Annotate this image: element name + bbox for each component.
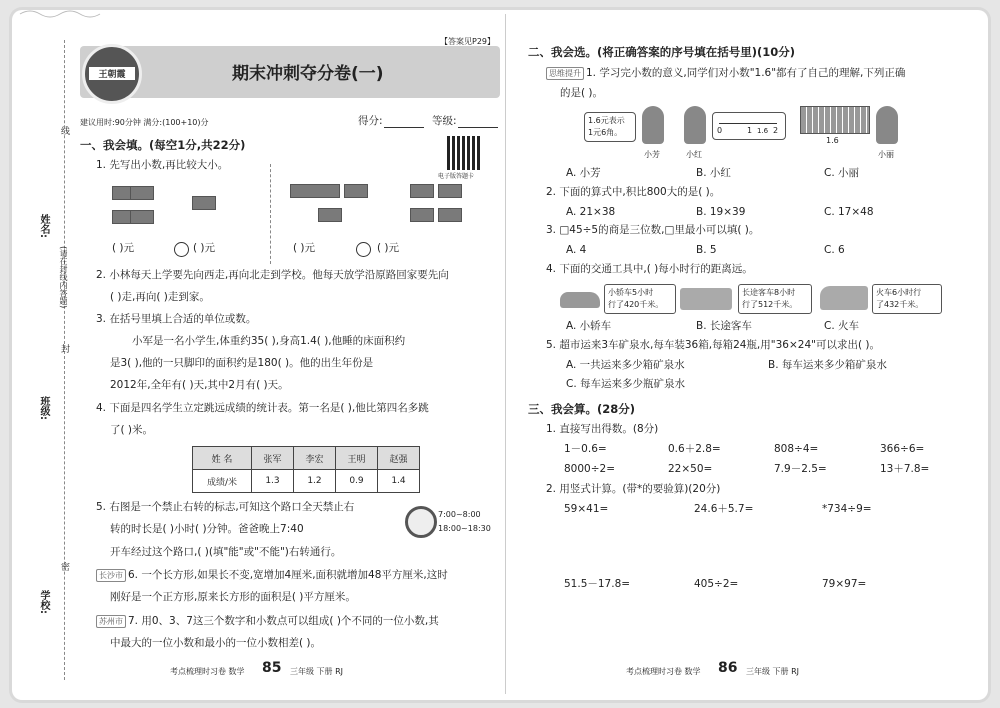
option[interactable]: C. 小丽	[824, 167, 860, 179]
r-q1-text: 1. 学习完小数的意义,同学们对小数"1.6"都有了自己的理解,下列正确	[586, 67, 906, 79]
no-right-turn-icon	[405, 506, 437, 538]
calc-item: 808÷4=	[774, 443, 819, 455]
train-note	[872, 284, 942, 314]
r-q4-text: 4. 下面的交通工具中,( )每小时行的距离远。	[546, 263, 753, 275]
page-title: 期末冲刺夺分卷(一)	[232, 64, 384, 84]
option[interactable]: B. 5	[696, 244, 717, 256]
r-q3-text: 3. □45÷5的商是三位数,□里最小可以填( )。	[546, 224, 760, 236]
q1-blank-d: ( )元	[377, 242, 400, 254]
bus-note	[738, 284, 812, 314]
calc-item: 366÷6=	[880, 443, 925, 455]
calc-item: 7.9－2.5=	[774, 463, 827, 475]
divider	[270, 164, 271, 264]
q5-line1: 5. 右图是一个禁止右转的标志,可知这个路口全天禁止右	[96, 501, 355, 513]
q1-blank-a: ( )元	[112, 242, 135, 254]
q7-line1	[96, 614, 439, 628]
calc-item: 1－0.6=	[564, 443, 607, 455]
option[interactable]: A. 小芳	[566, 167, 601, 179]
q7-tag: 苏州市	[96, 615, 126, 628]
q2-line1: 2. 小林每天上学要先向西走,再向北走到学校。他每天放学沿原路回家要先向	[96, 269, 449, 281]
q6-line1	[96, 568, 448, 582]
q3-text: 3. 在括号里填上合适的单位或数。	[96, 313, 257, 325]
compare-circle[interactable]	[174, 242, 189, 257]
option[interactable]: A. 21×38	[566, 206, 616, 218]
grade-blank	[458, 127, 498, 128]
girl-figure	[684, 106, 706, 144]
footer-right-2: 三年级 下册 RJ	[746, 667, 800, 676]
q1-blank-c: ( )元	[293, 242, 316, 254]
speech-bubble	[584, 112, 636, 142]
calc1-title: 1. 直接写出得数。(8分)	[546, 423, 659, 435]
r-q1-tag: 思维提升	[546, 67, 584, 80]
note-text: 小轿车5小时	[608, 288, 654, 297]
binding-line	[64, 40, 65, 680]
side-class-label: 班级:	[38, 396, 49, 420]
axis-label: 1	[747, 126, 753, 135]
r-q1-line1	[546, 66, 905, 80]
q6-line2: 刚好是一个正方形,原来长方形的面积是( )平方厘米。	[110, 591, 356, 603]
name-label: 小红	[686, 150, 702, 159]
option[interactable]: C. 17×48	[824, 206, 874, 218]
q1-blank-b: ( )元	[193, 242, 216, 254]
bus-icon	[680, 288, 732, 310]
bubble-text: 1.6元表示	[588, 116, 625, 125]
banknote	[438, 208, 462, 222]
q3-line3: 2012年,全年有( )天,其中2月有( )天。	[110, 379, 289, 391]
q5-line3: 开车经过这个路口,( )(填"能"或"不能")右转通行。	[110, 546, 342, 558]
q7-line2: 中最大的一位小数和最小的一位小数相差( )。	[110, 637, 322, 649]
axis-label: 1.6	[757, 127, 769, 135]
option[interactable]: B. 小红	[696, 167, 731, 179]
table-cell: 0.9	[336, 470, 378, 493]
note-text: 长途客车8小时	[742, 288, 796, 297]
banknote	[318, 208, 342, 222]
footer-left-2: 三年级 下册 RJ	[290, 667, 344, 676]
option[interactable]: C. 每车运来多少瓶矿泉水	[566, 378, 686, 390]
banknote	[410, 208, 434, 222]
q3-line1: 小军是一名小学生,体重约35( ),身高1.4( ),他睡的床面积约	[132, 335, 406, 347]
section3-title: 三、我会算。(28分)	[528, 402, 636, 416]
table-cell: 姓 名	[193, 447, 252, 470]
answer-ref: 【答案见P29】	[440, 37, 496, 46]
r-q2-text: 2. 下面的算式中,积比800大的是( )。	[546, 186, 721, 198]
banknote	[192, 196, 216, 210]
q6-text: 6. 一个长方形,如果长不变,宽增加4厘米,面积就增加48平方厘米,这时	[128, 569, 448, 581]
footer-left: 考点梳理时习卷 数学	[170, 667, 245, 676]
name-label: 小丽	[878, 150, 894, 159]
table-cell: 张军	[252, 447, 294, 470]
table-cell: 1.2	[294, 470, 336, 493]
side-seal-text: (请在封线内答题)	[59, 246, 68, 309]
note-text: 行了512千米。	[742, 300, 798, 309]
option[interactable]: B. 19×39	[696, 206, 746, 218]
grade-label: 等级:	[432, 115, 457, 127]
page-number-right: 86	[718, 660, 738, 676]
calc-item: 0.6＋2.8=	[668, 443, 721, 455]
table-cell: 成绩/米	[193, 470, 252, 493]
banknote	[438, 184, 462, 198]
section1-title: 一、我会填。(每空1分,共22分)	[80, 138, 246, 152]
table-header-row	[193, 447, 420, 470]
q7-text: 7. 用0、3、7这三个数字和小数点可以组成( )个不同的一位小数,其	[128, 615, 439, 627]
number-line-box	[712, 112, 786, 140]
bar-label: 1.6	[826, 136, 839, 145]
meta-info: 建议用时:90分钟 满分:(100+10)分	[80, 118, 209, 127]
note-text: 火车6小时行	[876, 288, 922, 297]
qr-caption: 电子版答题卡	[438, 173, 475, 180]
calc-item: 13＋7.8=	[880, 463, 930, 475]
calc-item: 79×97=	[822, 578, 867, 590]
logo-text: 王朝霞	[89, 67, 135, 80]
axis-label: 2	[773, 126, 779, 135]
section2-title: 二、我会选。(将正确答案的序号填在括号里)(10分)	[528, 45, 796, 59]
q4-line1: 4. 下面是四名学生立定跳远成绩的统计表。第一名是( ),他比第四名多跳	[96, 402, 429, 414]
option[interactable]: B. 每车运来多少箱矿泉水	[768, 359, 887, 371]
option[interactable]: A. 4	[566, 244, 587, 256]
calc-item: 51.5－17.8=	[564, 578, 631, 590]
side-seal-text: 密	[59, 562, 69, 571]
q2-line2: ( )走,再向( )走到家。	[110, 291, 210, 303]
side-seal-text: 线	[59, 126, 69, 135]
calc-item: *734÷9=	[822, 503, 872, 515]
banknote	[130, 210, 154, 224]
option[interactable]: B. 长途客车	[696, 320, 752, 332]
page-number-left: 85	[262, 660, 282, 676]
name-label: 小芳	[644, 150, 660, 159]
score-table	[192, 446, 420, 493]
calc-item: 22×50=	[668, 463, 713, 475]
side-name-label: 姓名:	[38, 214, 49, 238]
girl-figure	[642, 106, 664, 144]
q3-line2: 是3( ),他的一只脚印的面积约是180( )。他的出生年份是	[110, 357, 374, 369]
banknote	[130, 186, 154, 200]
table-row	[193, 470, 420, 493]
train-icon	[820, 286, 868, 310]
option[interactable]: C. 火车	[824, 320, 860, 332]
car-icon	[560, 292, 600, 308]
car-note	[604, 284, 676, 314]
table-cell: 1.3	[252, 470, 294, 493]
q6-tag: 长沙市	[96, 569, 126, 582]
logo-seal	[82, 44, 142, 104]
q4-line2: 了( )米。	[110, 424, 154, 436]
option[interactable]: A. 小轿车	[566, 320, 612, 332]
calc2-title: 2. 用竖式计算。(带*的要验算)(20分)	[546, 483, 721, 495]
r-q1-line2: 的是( )。	[560, 87, 604, 99]
note-text: 行了420千米。	[608, 300, 664, 309]
table-cell: 王明	[336, 447, 378, 470]
score-label: 得分:	[358, 115, 383, 127]
banknote	[290, 184, 340, 198]
table-cell: 赵强	[378, 447, 420, 470]
q1-text: 1. 先写出小数,再比较大小。	[96, 159, 229, 171]
banknote	[410, 184, 434, 198]
calc-item: 405÷2=	[694, 578, 739, 590]
calc-item: 59×41=	[564, 503, 609, 515]
option[interactable]: A. 一共运来多少箱矿泉水	[566, 359, 685, 371]
sign-time-2: 18:00~18:30	[438, 524, 491, 533]
score-blank	[384, 127, 424, 128]
side-school-label: 学校:	[38, 590, 49, 614]
q5-line2: 转的时长是( )小时( )分钟。爸爸晚上7:40	[110, 523, 304, 535]
girl-figure	[876, 106, 898, 144]
side-seal-text: 封	[59, 344, 69, 353]
sign-time-1: 7:00~8:00	[438, 510, 481, 519]
table-cell: 1.4	[378, 470, 420, 493]
qr-code	[447, 136, 481, 170]
note-text: 了432千米。	[876, 300, 924, 309]
axis-label: 0	[717, 126, 723, 135]
option[interactable]: C. 6	[824, 244, 845, 256]
table-cell: 李宏	[294, 447, 336, 470]
bubble-text: 1元6角。	[588, 128, 623, 137]
fraction-bar	[800, 106, 870, 134]
footer-right: 考点梳理时习卷 数学	[626, 667, 701, 676]
calc-item: 24.6＋5.7=	[694, 503, 754, 515]
compare-circle[interactable]	[356, 242, 371, 257]
r-q5-text: 5. 超市运来3车矿泉水,每车装36箱,每箱24瓶,用"36×24"可以求出( )。	[546, 339, 880, 351]
calc-item: 8000÷2=	[564, 463, 615, 475]
banknote	[344, 184, 368, 198]
